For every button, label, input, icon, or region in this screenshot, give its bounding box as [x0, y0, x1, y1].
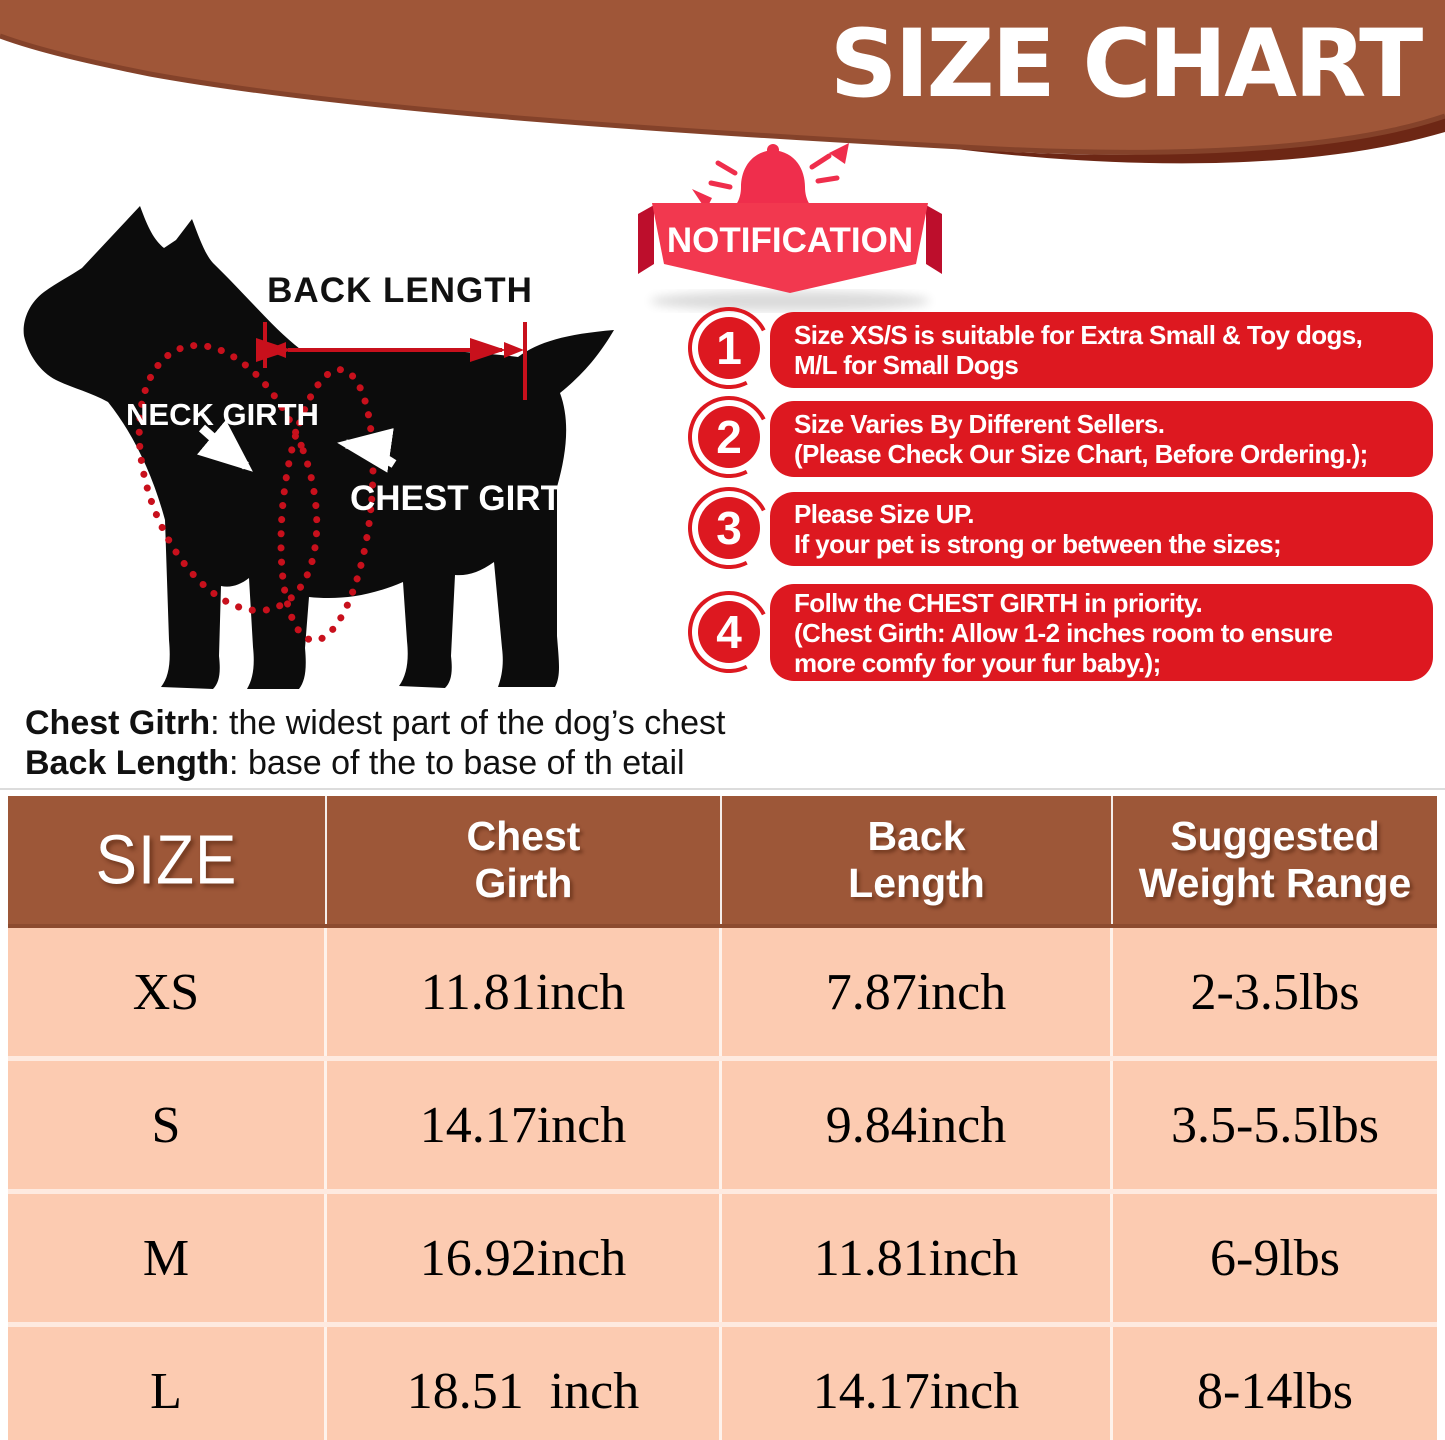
- definition-term: Back Length: [25, 744, 230, 782]
- note-box-3: [770, 492, 1433, 566]
- ribbon-fold-left: [638, 205, 654, 274]
- page-title: SIZE CHART: [829, 10, 1421, 119]
- table-cell: XS: [8, 928, 327, 1056]
- header-cell-size: SIZE: [8, 796, 327, 924]
- table-cell: 8-14lbs: [1197, 1362, 1353, 1420]
- definition-text: : the widest part of the dog’s chest: [210, 704, 726, 742]
- note-line: Please Size UP.: [794, 499, 974, 529]
- table-cell: 9.84inch: [722, 1061, 1113, 1189]
- note-line: If your pet is strong or between the sizes;: [794, 529, 1282, 559]
- header-cell-back-length: Back Length: [722, 796, 1113, 924]
- table-cell: 18.51 inch: [327, 1327, 722, 1440]
- table-cell: 11.81inch: [327, 928, 722, 1056]
- note-line: more comfy for your fur baby.);: [794, 647, 1161, 678]
- note-box-4: [770, 584, 1433, 681]
- table-row: [8, 1056, 1437, 1189]
- dog-measurement-diagram: [0, 148, 700, 718]
- ribbon-shadow: [650, 291, 930, 311]
- definition-term: Chest Gitrh: [25, 704, 211, 742]
- note-line: Size Varies By Different Sellers.: [794, 409, 1165, 439]
- note-number: 2: [716, 411, 742, 463]
- header-cell-chest-girth: Chest Girth: [327, 796, 722, 924]
- definition-chest-girth: [25, 703, 725, 743]
- table-cell: 14.17inch: [722, 1327, 1113, 1440]
- note-badge-3: [698, 497, 760, 559]
- notification-label: NOTIFICATION: [666, 221, 914, 260]
- note-badge-1: [698, 317, 760, 379]
- note-box-1: [770, 312, 1433, 388]
- table-cell: L: [8, 1327, 327, 1440]
- note-box-2: [770, 401, 1433, 477]
- table-row: [8, 928, 1437, 1056]
- definitions-block: [25, 703, 725, 783]
- note-line: Follw the CHEST GIRTH in priority.: [794, 587, 1203, 618]
- table-cell: 6-9lbs: [1210, 1229, 1340, 1287]
- table-cell: 11.81inch: [722, 1194, 1113, 1322]
- definition-back-length: [25, 743, 725, 783]
- back-length-label: BACK LENGTH: [267, 271, 533, 310]
- table-row: [8, 1189, 1437, 1322]
- note-badge-4: [698, 601, 760, 663]
- chest-girth-label: CHEST GIRTH: [350, 479, 588, 518]
- ribbon-fold-right: [926, 205, 942, 274]
- table-cell: S: [8, 1061, 327, 1189]
- table-cell: 2-3.5lbs: [1190, 963, 1360, 1021]
- note-number: 1: [716, 322, 742, 374]
- note-line: (Chest Girth: Allow 1-2 inches room to ensure: [794, 617, 1333, 648]
- note-line: M/L for Small Dogs: [794, 350, 1019, 380]
- table-header-row: [8, 796, 1437, 928]
- table-cell: 7.87inch: [722, 928, 1113, 1056]
- note-line: Size XS/S is suitable for Extra Small & Toy dogs,: [794, 320, 1363, 350]
- definition-text: : base of the to base of th etail: [229, 744, 685, 782]
- table-row: [8, 1322, 1437, 1440]
- divider-line: [0, 788, 1445, 790]
- table-cell: 14.17inch: [327, 1061, 722, 1189]
- table-cell: 16.92inch: [327, 1194, 722, 1322]
- size-table: [8, 796, 1437, 1436]
- notification-ribbon: [620, 130, 960, 320]
- header-cell-weight-range: Suggested Weight Range: [1138, 813, 1412, 906]
- note-number: 3: [716, 502, 742, 554]
- table-cell: 3.5-5.5lbs: [1171, 1096, 1379, 1154]
- note-line: (Please Check Our Size Chart, Before Ordering.);: [794, 439, 1368, 469]
- note-badge-2: [698, 406, 760, 468]
- neck-girth-label: NECK GIRTH: [126, 397, 319, 432]
- table-cell: M: [8, 1194, 327, 1322]
- note-number: 4: [716, 606, 742, 658]
